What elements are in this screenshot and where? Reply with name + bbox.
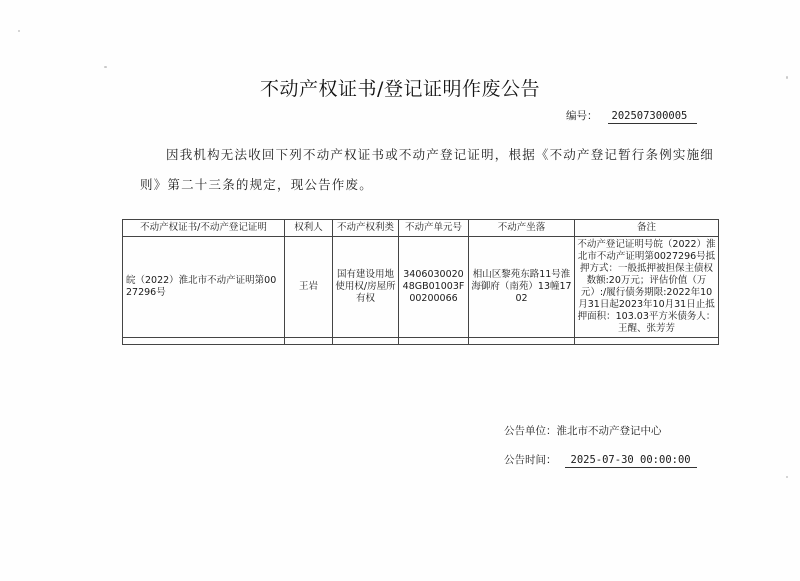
publishing-unit <box>504 423 662 438</box>
empty-cell <box>575 338 719 345</box>
header-holder: 权利人 <box>285 220 333 237</box>
notice-paragraph-block <box>140 140 720 200</box>
scan-speck <box>18 30 20 32</box>
scan-speck <box>104 66 107 68</box>
empty-cell <box>285 338 333 345</box>
header-location: 不动产坐落 <box>469 220 575 237</box>
cell-certificate: 皖（2022）淮北市不动产证明第0027296号 <box>123 237 285 338</box>
cell-remark: 不动产登记证明号皖（2022）淮北市不动产证明第0027296号抵押方式：一般抵押被担保主债权数额:20万元；评估价值（万元）:/履行债务期限:2022年10月31日起2023年10月31日止抵押面积：103.03平方米债务人：王醒、张芳芳 <box>575 237 719 338</box>
header-right-type: 不动产权利类 <box>333 220 399 237</box>
header-certificate: 不动产权证书/不动产登记证明 <box>123 220 285 237</box>
cell-unit-no: 340603002048GB01003F00200066 <box>399 237 469 338</box>
table-row <box>123 237 719 338</box>
scan-speck <box>786 476 788 478</box>
publishing-time-value: 2025-07-30 00:00:00 <box>565 454 697 468</box>
document-title: 不动产权证书/登记证明作废公告 <box>260 78 540 100</box>
table-footer-row <box>123 338 719 345</box>
cell-location: 相山区黎苑东路11号淮海御府（南苑）13幢1702 <box>469 237 575 338</box>
header-unit-no: 不动产单元号 <box>399 220 469 237</box>
cell-holder: 王岩 <box>285 237 333 338</box>
table-header-row <box>123 220 719 237</box>
header-remark: 备注 <box>575 220 719 237</box>
serial-label: 编号： <box>566 110 598 122</box>
notice-paragraph: 因我机构无法收回下列不动产权证书或不动产登记证明，根据《不动产登记暂行条例实施细则》第二十三条的规定，现公告作废。 <box>140 147 715 192</box>
publishing-time <box>504 452 697 468</box>
publishing-time-label: 公告时间： <box>504 454 557 466</box>
empty-cell <box>469 338 575 345</box>
publishing-unit-label: 公告单位： <box>504 425 557 437</box>
serial-value: 202507300005 <box>608 110 698 124</box>
serial-number <box>566 108 697 124</box>
records-table <box>122 219 719 345</box>
empty-cell <box>399 338 469 345</box>
publishing-unit-value: 淮北市不动产登记中心 <box>556 425 662 437</box>
empty-cell <box>123 338 285 345</box>
cell-right-type: 国有建设用地使用权/房屋所有权 <box>333 237 399 338</box>
empty-cell <box>333 338 399 345</box>
